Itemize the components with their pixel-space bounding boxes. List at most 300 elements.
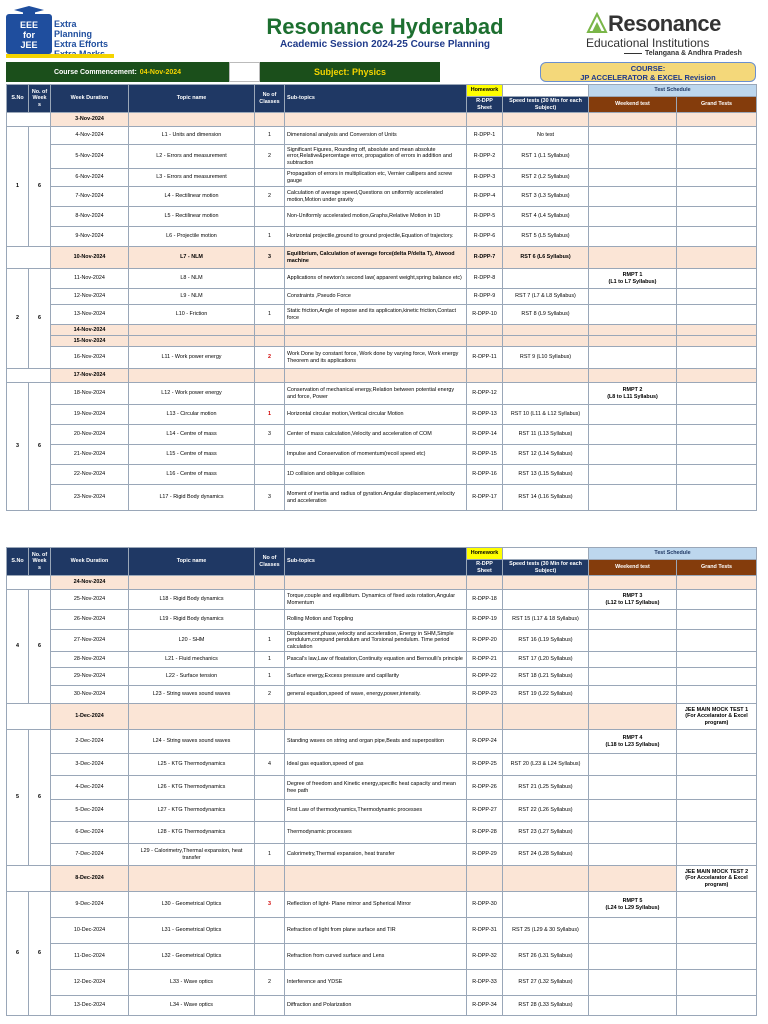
lesson-row bbox=[7, 686, 757, 704]
topic-name: L8 - NLM bbox=[129, 269, 255, 289]
week-date: 2-Dec-2024 bbox=[51, 730, 129, 754]
speed-test: RST 2 (L2 Syllabus) bbox=[503, 169, 589, 187]
rdpp-sheet: R-DPP-7 bbox=[467, 247, 503, 269]
class-count: 1 bbox=[255, 652, 285, 668]
empty-cell bbox=[467, 325, 503, 336]
row-lead-spacer bbox=[7, 369, 51, 383]
weekend-test bbox=[589, 169, 677, 187]
grand-test: JEE MAIN MOCK TEST 1 (For Accelarator & Excel program) bbox=[677, 704, 757, 730]
lesson-row bbox=[7, 730, 757, 754]
speed-test: RST 26 (L31 Syllabus) bbox=[503, 944, 589, 970]
serial-number: 5 bbox=[7, 730, 29, 866]
grand-test bbox=[677, 145, 757, 169]
eee-line-2: Extra Efforts bbox=[54, 39, 109, 49]
class-count bbox=[255, 704, 285, 730]
grand-test bbox=[677, 668, 757, 686]
week-date: 4-Nov-2024 bbox=[51, 127, 129, 145]
topic-name: L24 - String waves sound waves bbox=[129, 730, 255, 754]
weekend-test: RMPT 4 (L18 to L23 Syllabus) bbox=[589, 730, 677, 754]
header-spacer bbox=[503, 85, 589, 97]
course-line-2: JP ACCELERATOR & EXCEL Revision bbox=[580, 73, 716, 82]
grand-test bbox=[677, 776, 757, 800]
rdpp-sheet: R-DPP-2 bbox=[467, 145, 503, 169]
empty-cell bbox=[255, 336, 285, 347]
rdpp-sheet: R-DPP-31 bbox=[467, 918, 503, 944]
rdpp-sheet: R-DPP-9 bbox=[467, 289, 503, 305]
class-count: 3 bbox=[255, 425, 285, 445]
rdpp-sheet: R-DPP-29 bbox=[467, 844, 503, 866]
header-homework: Homework bbox=[467, 548, 503, 560]
class-count bbox=[255, 590, 285, 610]
lesson-row bbox=[7, 289, 757, 305]
eee-line-1: Extra Planning bbox=[54, 19, 92, 39]
empty-cell bbox=[503, 336, 589, 347]
serial-number: 2 bbox=[7, 269, 29, 369]
rdpp-sheet: R-DPP-6 bbox=[467, 227, 503, 247]
class-count bbox=[255, 465, 285, 485]
rdpp-sheet: R-DPP-33 bbox=[467, 970, 503, 996]
empty-cell bbox=[503, 325, 589, 336]
sunday-row bbox=[7, 113, 757, 127]
header-no-of-classes: No of Classes bbox=[255, 548, 285, 576]
week-date: 20-Nov-2024 bbox=[51, 425, 129, 445]
grand-test bbox=[677, 485, 757, 511]
week-date: 12-Nov-2024 bbox=[51, 289, 129, 305]
lesson-row bbox=[7, 425, 757, 445]
week-date: 9-Nov-2024 bbox=[51, 227, 129, 247]
class-count: 2 bbox=[255, 347, 285, 369]
empty-cell bbox=[677, 325, 757, 336]
grand-test bbox=[677, 822, 757, 844]
holiday-row bbox=[7, 336, 757, 347]
grand-test bbox=[677, 269, 757, 289]
sunday-row bbox=[7, 369, 757, 383]
weekend-test bbox=[589, 465, 677, 485]
sunday-row bbox=[7, 247, 757, 269]
sub-topics: 1D collision and oblique collision bbox=[285, 465, 467, 485]
lesson-row bbox=[7, 383, 757, 405]
header-no-of-week: No. of Week s bbox=[29, 85, 51, 113]
grand-test bbox=[677, 383, 757, 405]
class-count: 3 bbox=[255, 892, 285, 918]
topic-name: L30 - Geometrical Optics bbox=[129, 892, 255, 918]
speed-test: RST 4 (L4 Syllabus) bbox=[503, 207, 589, 227]
sunday-row bbox=[7, 704, 757, 730]
weekend-test bbox=[589, 485, 677, 511]
lesson-row bbox=[7, 754, 757, 776]
header-weekend-test: Weekend test bbox=[589, 97, 677, 113]
week-count: 6 bbox=[29, 590, 51, 704]
rdpp-sheet: R-DPP-27 bbox=[467, 800, 503, 822]
topic-name: L31 - Geometrical Optics bbox=[129, 918, 255, 944]
weekend-test bbox=[589, 686, 677, 704]
topic-name: L22 - Surface tension bbox=[129, 668, 255, 686]
speed-test bbox=[503, 590, 589, 610]
week-date: 10-Dec-2024 bbox=[51, 918, 129, 944]
empty-cell bbox=[467, 336, 503, 347]
rdpp-sheet bbox=[467, 576, 503, 590]
week-date: 3-Nov-2024 bbox=[51, 113, 129, 127]
rdpp-sheet: R-DPP-8 bbox=[467, 269, 503, 289]
weekend-test bbox=[589, 630, 677, 652]
speed-test bbox=[503, 576, 589, 590]
sub-topics: Center of mass calculation,Velocity and acceleration of COM bbox=[285, 425, 467, 445]
weekend-test bbox=[589, 652, 677, 668]
eee-strip bbox=[6, 54, 114, 58]
empty-cell bbox=[589, 325, 677, 336]
grand-test bbox=[677, 187, 757, 207]
grand-test bbox=[677, 445, 757, 465]
row-lead-spacer bbox=[7, 704, 51, 730]
empty-cell bbox=[129, 325, 255, 336]
sub-topics: Calculation of average speed,Questions on uniformly accelerated motion,Motion under gravity bbox=[285, 187, 467, 207]
rdpp-sheet: R-DPP-28 bbox=[467, 822, 503, 844]
class-count: 1 bbox=[255, 668, 285, 686]
lesson-row bbox=[7, 145, 757, 169]
rdpp-sheet: R-DPP-14 bbox=[467, 425, 503, 445]
rdpp-sheet: R-DPP-21 bbox=[467, 652, 503, 668]
grand-test bbox=[677, 610, 757, 630]
weekend-test bbox=[589, 704, 677, 730]
grand-test bbox=[677, 918, 757, 944]
class-count: 1 bbox=[255, 405, 285, 425]
row-lead-spacer bbox=[7, 247, 51, 269]
week-date: 5-Dec-2024 bbox=[51, 800, 129, 822]
sub-topics: Impulse and Conservation of momentum(recoil speed etc) bbox=[285, 445, 467, 465]
serial-number: 1 bbox=[7, 127, 29, 247]
topic-name: L12 - Work power energy bbox=[129, 383, 255, 405]
rdpp-sheet: R-DPP-24 bbox=[467, 730, 503, 754]
topic-name: L27 - KTG Thermodynamics bbox=[129, 800, 255, 822]
lesson-row bbox=[7, 347, 757, 369]
empty-cell bbox=[285, 336, 467, 347]
week-date: 14-Nov-2024 bbox=[51, 325, 129, 336]
grand-test: JEE MAIN MOCK TEST 2 (For Accelarator & Excel program) bbox=[677, 866, 757, 892]
weekend-test bbox=[589, 668, 677, 686]
class-count bbox=[255, 289, 285, 305]
lesson-row bbox=[7, 776, 757, 800]
topic-name: L5 - Rectilinear motion bbox=[129, 207, 255, 227]
grand-test bbox=[677, 305, 757, 325]
grand-test bbox=[677, 227, 757, 247]
page-header bbox=[0, 0, 768, 60]
weekend-test bbox=[589, 247, 677, 269]
speed-test: RST 14 (L16 Syllabus) bbox=[503, 485, 589, 511]
weekend-test bbox=[589, 610, 677, 630]
header-sub-topics: Sub-topics bbox=[285, 85, 467, 113]
grand-test bbox=[677, 169, 757, 187]
speed-test: RST 6 (L6 Syllabus) bbox=[503, 247, 589, 269]
rdpp-sheet: R-DPP-5 bbox=[467, 207, 503, 227]
serial-number: 3 bbox=[7, 383, 29, 511]
class-count: 1 bbox=[255, 844, 285, 866]
weekend-test bbox=[589, 145, 677, 169]
header-week-duration: Week Duration bbox=[51, 85, 129, 113]
topic-name: L23 - String waves sound waves bbox=[129, 686, 255, 704]
course-plan-table-1 bbox=[6, 84, 757, 511]
sub-topics: Calorimetry,Thermal expansion, heat transfer bbox=[285, 844, 467, 866]
grand-test bbox=[677, 844, 757, 866]
weekend-test bbox=[589, 944, 677, 970]
weekend-test bbox=[589, 113, 677, 127]
grand-test bbox=[677, 369, 757, 383]
rdpp-sheet: R-DPP-10 bbox=[467, 305, 503, 325]
week-count: 6 bbox=[29, 269, 51, 369]
topic-name: L25 - KTG Thermodynamics bbox=[129, 754, 255, 776]
weekend-test: RMPT 3 (L12 to L17 Syllabus) bbox=[589, 590, 677, 610]
speed-test: RST 7 (L7 & L8 Syllabus) bbox=[503, 289, 589, 305]
class-count bbox=[255, 576, 285, 590]
rdpp-sheet: R-DPP-32 bbox=[467, 944, 503, 970]
rdpp-sheet: R-DPP-3 bbox=[467, 169, 503, 187]
grand-test bbox=[677, 576, 757, 590]
weekend-test bbox=[589, 445, 677, 465]
sub-topics: Non-Uniformly accelerated motion,Graphs,Relative Motion in 1D bbox=[285, 207, 467, 227]
rdpp-sheet: R-DPP-13 bbox=[467, 405, 503, 425]
weekend-test bbox=[589, 187, 677, 207]
weekend-test bbox=[589, 970, 677, 996]
lesson-row bbox=[7, 445, 757, 465]
sub-topics: Thermodynamic processes bbox=[285, 822, 467, 844]
weekend-test bbox=[589, 369, 677, 383]
speed-test bbox=[503, 704, 589, 730]
sub-topics: Refraction from curved surface and Lens bbox=[285, 944, 467, 970]
week-date: 10-Nov-2024 bbox=[51, 247, 129, 269]
course-plan-table-2 bbox=[6, 547, 757, 1016]
rdpp-sheet: R-DPP-4 bbox=[467, 187, 503, 207]
rdpp-sheet bbox=[467, 704, 503, 730]
topic-name: L11 - Work power energy bbox=[129, 347, 255, 369]
class-count bbox=[255, 113, 285, 127]
week-count: 6 bbox=[29, 892, 51, 1016]
empty-cell bbox=[589, 336, 677, 347]
sub-topics bbox=[285, 113, 467, 127]
weekend-test bbox=[589, 866, 677, 892]
topic-name: L16 - Centre of mass bbox=[129, 465, 255, 485]
speed-test: RST 12 (L14 Syllabus) bbox=[503, 445, 589, 465]
lesson-row bbox=[7, 668, 757, 686]
header-topic-name: Topic name bbox=[129, 548, 255, 576]
speed-test bbox=[503, 269, 589, 289]
week-date: 16-Nov-2024 bbox=[51, 347, 129, 369]
class-count bbox=[255, 800, 285, 822]
speed-test bbox=[503, 730, 589, 754]
sub-topics: Pascal's law,Law of floatation,Continuity equation and Bernoulli's principle bbox=[285, 652, 467, 668]
sub-topics: Refraction of light from plane surface and TIR bbox=[285, 918, 467, 944]
week-date: 17-Nov-2024 bbox=[51, 369, 129, 383]
topic-name: L1 - Units and dimension bbox=[129, 127, 255, 145]
topic-name: L3 - Errors and measurement bbox=[129, 169, 255, 187]
sub-topics: Diffraction and Polarization bbox=[285, 996, 467, 1016]
rdpp-sheet: R-DPP-22 bbox=[467, 668, 503, 686]
sunday-row bbox=[7, 866, 757, 892]
speed-test: RST 24 (L28 Syllabus) bbox=[503, 844, 589, 866]
weekend-test bbox=[589, 576, 677, 590]
course-bar-spacer bbox=[229, 62, 260, 82]
course-commencement bbox=[6, 62, 229, 82]
sub-topics: Propagation of errors in multiplication etc, Vernier callipers and screw gauge bbox=[285, 169, 467, 187]
week-date: 7-Dec-2024 bbox=[51, 844, 129, 866]
header-speed-tests: Speed tests (30 Min for each Subject) bbox=[503, 97, 589, 113]
topic-name: L13 - Circular motion bbox=[129, 405, 255, 425]
row-lead-spacer bbox=[7, 576, 51, 590]
week-date: 11-Dec-2024 bbox=[51, 944, 129, 970]
lesson-row bbox=[7, 918, 757, 944]
speed-test: RST 3 (L3 Syllabus) bbox=[503, 187, 589, 207]
class-count: 2 bbox=[255, 145, 285, 169]
holiday-row bbox=[7, 325, 757, 336]
sub-topics bbox=[285, 704, 467, 730]
class-count bbox=[255, 269, 285, 289]
rdpp-sheet: R-DPP-17 bbox=[467, 485, 503, 511]
serial-number: 4 bbox=[7, 590, 29, 704]
weekend-test bbox=[589, 305, 677, 325]
grand-test bbox=[677, 892, 757, 918]
lesson-row bbox=[7, 169, 757, 187]
topic-name bbox=[129, 369, 255, 383]
speed-test: RST 10 (L11 & L12 Syllabus) bbox=[503, 405, 589, 425]
subject-label: Subject: Physics bbox=[260, 62, 440, 82]
topic-name: L28 - KTG Thermodynamics bbox=[129, 822, 255, 844]
lesson-row bbox=[7, 970, 757, 996]
course-name-box bbox=[540, 62, 756, 82]
class-count bbox=[255, 918, 285, 944]
week-date: 13-Nov-2024 bbox=[51, 305, 129, 325]
speed-test: RST 15 (L17 & 18 Syllabus) bbox=[503, 610, 589, 630]
lesson-row bbox=[7, 305, 757, 325]
class-count: 1 bbox=[255, 630, 285, 652]
topic-name: L19 - Rigid Body dynamics bbox=[129, 610, 255, 630]
sub-topics: Constraints ,Pseudo Force bbox=[285, 289, 467, 305]
week-count: 6 bbox=[29, 383, 51, 511]
class-count bbox=[255, 944, 285, 970]
class-count bbox=[255, 730, 285, 754]
week-date: 8-Dec-2024 bbox=[51, 866, 129, 892]
grand-test bbox=[677, 944, 757, 970]
sub-topics: Horizontal circular motion,Vertical circular Motion bbox=[285, 405, 467, 425]
week-date: 28-Nov-2024 bbox=[51, 652, 129, 668]
lesson-row bbox=[7, 844, 757, 866]
weekend-test bbox=[589, 289, 677, 305]
topic-name bbox=[129, 576, 255, 590]
speed-test: RST 9 (L10 Syllabus) bbox=[503, 347, 589, 369]
eee-for-jee-logo bbox=[6, 6, 114, 56]
rdpp-sheet bbox=[467, 866, 503, 892]
weekend-test bbox=[589, 227, 677, 247]
resonance-logo bbox=[586, 12, 746, 57]
weekend-test bbox=[589, 754, 677, 776]
week-date: 27-Nov-2024 bbox=[51, 630, 129, 652]
sunday-row bbox=[7, 576, 757, 590]
week-date: 5-Nov-2024 bbox=[51, 145, 129, 169]
header-no-of-classes: No of Classes bbox=[255, 85, 285, 113]
class-count bbox=[255, 996, 285, 1016]
week-date: 18-Nov-2024 bbox=[51, 383, 129, 405]
sub-topics bbox=[285, 369, 467, 383]
week-date: 9-Dec-2024 bbox=[51, 892, 129, 918]
week-date: 6-Dec-2024 bbox=[51, 822, 129, 844]
rdpp-sheet: R-DPP-25 bbox=[467, 754, 503, 776]
serial-number: 6 bbox=[7, 892, 29, 1016]
week-date: 29-Nov-2024 bbox=[51, 668, 129, 686]
speed-test: No test bbox=[503, 127, 589, 145]
lesson-row bbox=[7, 944, 757, 970]
grand-test bbox=[677, 405, 757, 425]
lesson-row bbox=[7, 996, 757, 1016]
weekend-test: RMPT 5 (L24 to L29 Syllabus) bbox=[589, 892, 677, 918]
topic-name: L15 - Centre of mass bbox=[129, 445, 255, 465]
weekend-test bbox=[589, 405, 677, 425]
speed-test bbox=[503, 866, 589, 892]
lesson-row bbox=[7, 630, 757, 652]
week-date: 21-Nov-2024 bbox=[51, 445, 129, 465]
topic-name: L6 - Projectile motion bbox=[129, 227, 255, 247]
lesson-row bbox=[7, 127, 757, 145]
weekend-test bbox=[589, 425, 677, 445]
class-count: 4 bbox=[255, 754, 285, 776]
topic-name: L14 - Centre of mass bbox=[129, 425, 255, 445]
topic-name: L20 - SHM bbox=[129, 630, 255, 652]
sub-topics: Conservation of mechanical energy,Relation between potential energy and force, Power bbox=[285, 383, 467, 405]
class-count bbox=[255, 207, 285, 227]
grand-test bbox=[677, 465, 757, 485]
week-date: 6-Nov-2024 bbox=[51, 169, 129, 187]
sub-topics: Work Done by constant force, Work done by varying force, Work energy Theorem and its applications bbox=[285, 347, 467, 369]
class-count: 1 bbox=[255, 305, 285, 325]
grand-test bbox=[677, 800, 757, 822]
topic-name bbox=[129, 866, 255, 892]
speed-test: RST 23 (L27 Syllabus) bbox=[503, 822, 589, 844]
lesson-row bbox=[7, 800, 757, 822]
header-week-duration: Week Duration bbox=[51, 548, 129, 576]
rdpp-sheet bbox=[467, 369, 503, 383]
grand-test bbox=[677, 652, 757, 668]
topic-name bbox=[129, 113, 255, 127]
speed-test bbox=[503, 383, 589, 405]
sub-topics: Horizontal projectile,ground to ground projectile,Equation of trajectory. bbox=[285, 227, 467, 247]
speed-test: RST 20 (L23 & L24 Syllabus) bbox=[503, 754, 589, 776]
speed-test: RST 28 (L33 Syllabus) bbox=[503, 996, 589, 1016]
grand-test bbox=[677, 730, 757, 754]
header-grand-tests: Grand Tests bbox=[677, 560, 757, 576]
header-row-1 bbox=[7, 85, 757, 97]
class-count bbox=[255, 445, 285, 465]
lesson-row bbox=[7, 227, 757, 247]
class-count: 2 bbox=[255, 686, 285, 704]
header-rdpp-sheet: R-DPP Sheet bbox=[467, 97, 503, 113]
header-homework: Homework bbox=[467, 85, 503, 97]
sub-topics: Reflection of light- Plane mirror and Spherical Mirror bbox=[285, 892, 467, 918]
speed-test: RST 27 (L32 Syllabus) bbox=[503, 970, 589, 996]
class-count bbox=[255, 610, 285, 630]
week-date: 11-Nov-2024 bbox=[51, 269, 129, 289]
header-speed-tests: Speed tests (30 Min for each Subject) bbox=[503, 560, 589, 576]
week-date: 23-Nov-2024 bbox=[51, 485, 129, 511]
lesson-row bbox=[7, 485, 757, 511]
header-row-1 bbox=[7, 548, 757, 560]
header-topic-name: Topic name bbox=[129, 85, 255, 113]
class-count: 3 bbox=[255, 485, 285, 511]
week-date: 7-Nov-2024 bbox=[51, 187, 129, 207]
rdpp-sheet bbox=[467, 113, 503, 127]
week-date: 24-Nov-2024 bbox=[51, 576, 129, 590]
speed-test: RST 21 (L25 Syllabus) bbox=[503, 776, 589, 800]
grand-test bbox=[677, 207, 757, 227]
lesson-row bbox=[7, 207, 757, 227]
header-weekend-test: Weekend test bbox=[589, 560, 677, 576]
week-date: 19-Nov-2024 bbox=[51, 405, 129, 425]
week-count: 6 bbox=[29, 730, 51, 866]
